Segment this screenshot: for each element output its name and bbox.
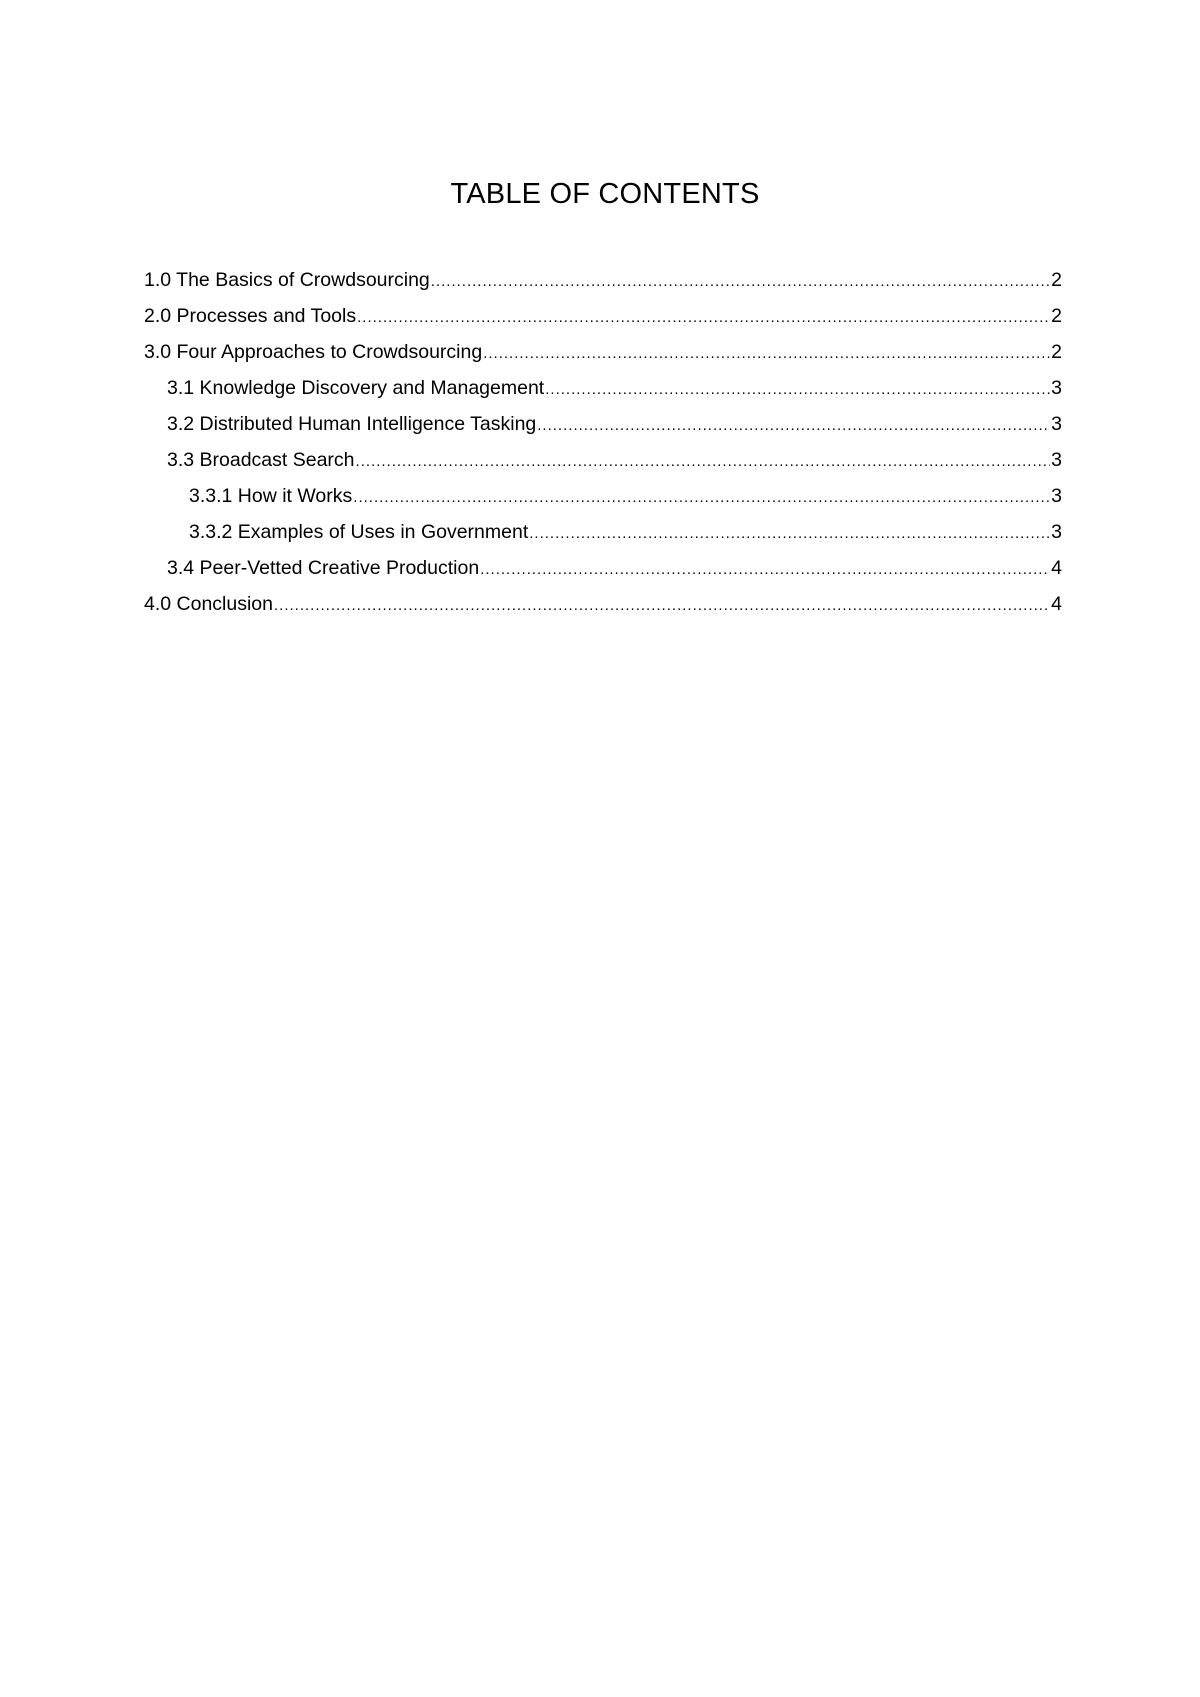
toc-dot-leader [431, 267, 1050, 297]
toc-entry[interactable] [144, 265, 1062, 301]
toc-entry-page: 3 [1051, 485, 1062, 507]
toc-entry[interactable] [144, 373, 1062, 409]
toc-entry-label: 3.4 Peer-Vetted Creative Production [167, 557, 480, 579]
toc-dot-leader [545, 375, 1050, 405]
toc-dot-leader [274, 591, 1050, 621]
toc-dot-leader [529, 519, 1050, 549]
toc-entry-page: 2 [1051, 305, 1062, 327]
toc-dot-leader [353, 483, 1050, 513]
toc-entry-label: 3.2 Distributed Human Intelligence Tasking [167, 413, 537, 435]
toc-entry-label: 2.0 Processes and Tools [144, 305, 357, 327]
toc-entry-page: 3 [1051, 521, 1062, 543]
toc-entry-page: 3 [1051, 449, 1062, 471]
toc-entry-label: 3.3.2 Examples of Uses in Government [189, 521, 529, 543]
toc-entry-label: 4.0 Conclusion [144, 593, 273, 615]
toc-entry-label: 1.0 The Basics of Crowdsourcing [144, 269, 430, 291]
toc-dot-leader [357, 303, 1050, 333]
toc-entry-label: 3.3.1 How it Works [189, 485, 353, 507]
toc-entry-label: 3.0 Four Approaches to Crowdsourcing [144, 341, 483, 363]
toc-entry[interactable] [144, 481, 1062, 517]
toc-list [144, 265, 1062, 625]
toc-entry-page: 2 [1051, 269, 1062, 291]
toc-title: TABLE OF CONTENTS [450, 178, 760, 210]
toc-dot-leader [480, 555, 1050, 585]
toc-entry[interactable] [144, 409, 1062, 445]
toc-entry[interactable] [144, 517, 1062, 553]
toc-entry-page: 3 [1051, 377, 1062, 399]
toc-dot-leader [537, 411, 1050, 441]
toc-entry[interactable] [144, 445, 1062, 481]
toc-entry[interactable] [144, 301, 1062, 337]
toc-entry[interactable] [144, 337, 1062, 373]
toc-dot-leader [483, 339, 1050, 369]
toc-entry-page: 4 [1051, 593, 1062, 615]
toc-entry-label: 3.3 Broadcast Search [167, 449, 355, 471]
toc-entry-page: 3 [1051, 413, 1062, 435]
toc-entry[interactable] [144, 589, 1062, 625]
toc-entry-label: 3.1 Knowledge Discovery and Management [167, 377, 545, 399]
toc-entry-page: 2 [1051, 341, 1062, 363]
toc-entry-page: 4 [1051, 557, 1062, 579]
toc-entry[interactable] [144, 553, 1062, 589]
toc-dot-leader [356, 447, 1051, 477]
